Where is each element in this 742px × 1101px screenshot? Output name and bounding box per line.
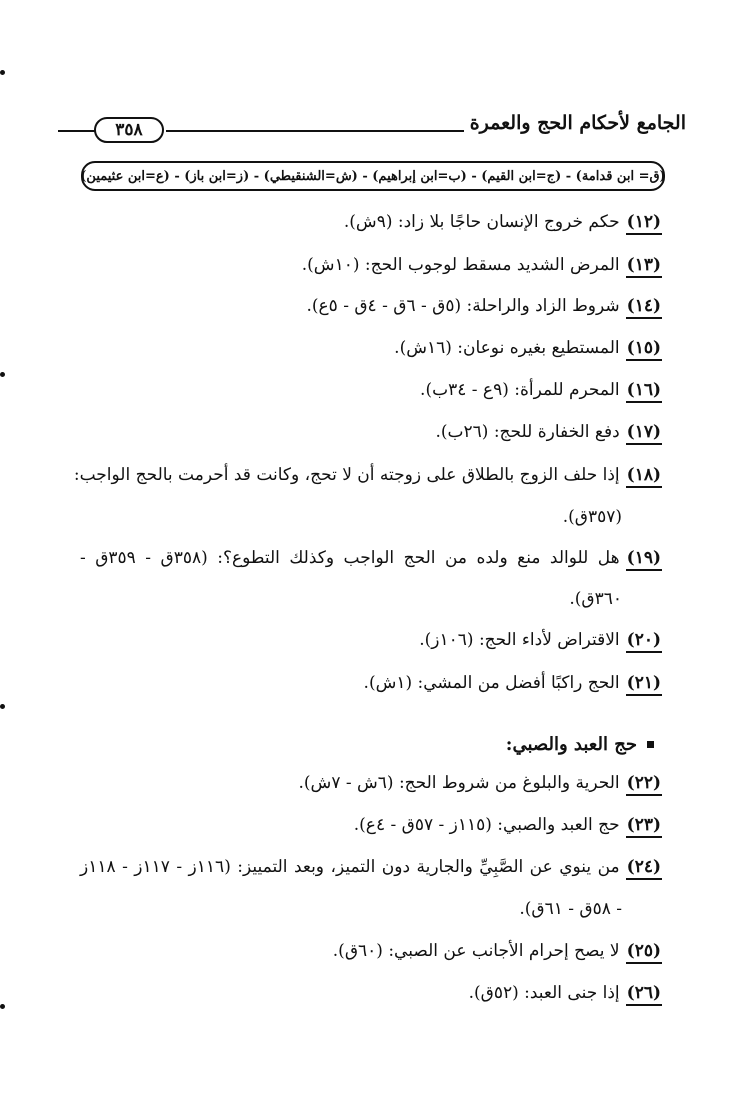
list-item [299, 771, 662, 796]
list-item [394, 336, 662, 361]
list-item [306, 294, 662, 319]
list-item [333, 939, 662, 964]
item-number: (٢٠) [626, 630, 662, 653]
item-number: (١٧) [626, 422, 662, 445]
margin-dot [0, 1004, 5, 1009]
item-text: المرض الشديد مسقط لوجوب الحج: (١٠ش). [301, 255, 620, 275]
square-bullet-icon [647, 741, 654, 748]
item-text: الحرية والبلوغ من شروط الحج: (٦ش - ٧ش). [298, 773, 620, 793]
list-item [80, 546, 662, 571]
item-text: شروط الزاد والراحلة: (٥ق - ٦ق - ٤ق - ٥ع). [306, 296, 620, 316]
item-number: (١٤) [626, 296, 662, 319]
item-text: الحج راكبًا أفضل من المشي: (١ش). [363, 673, 620, 693]
item-text: لا يصح إحرام الأجانب عن الصبي: (٦٠ق). [332, 941, 620, 961]
margin-dot [0, 372, 5, 377]
item-number: (٢٣) [626, 815, 662, 838]
item-text: دفع الخفارة للحج: (٢٦ب). [435, 422, 620, 442]
list-item [344, 210, 662, 235]
list-item [435, 420, 662, 445]
item-text: إذا حلف الزوج بالطلاق على زوجته أن لا تحج، وكانت قد أحرمت بالحج الواجب: [73, 465, 620, 485]
item-number: (١٣) [626, 255, 662, 278]
page-number-badge [94, 117, 164, 143]
header-rule-tail [58, 130, 96, 132]
item-continuation: - ٥٨ق - ٦١ق). [519, 899, 622, 919]
item-number: (٢١) [626, 673, 662, 696]
margin-dot [0, 704, 5, 709]
item-text: المستطيع بغيره نوعان: (١٦ش). [394, 338, 620, 358]
book-title: الجامع لأحكام الحج والعمرة [464, 112, 686, 134]
list-item [364, 671, 662, 696]
item-number: (١٨) [626, 465, 662, 488]
item-text: حكم خروج الإنسان حاجًا بلا زاد: (٩ش). [343, 212, 620, 232]
item-number: (١٩) [626, 548, 662, 571]
item-number: (١٦) [626, 380, 662, 403]
item-continuation: (٣٥٧ق). [562, 507, 622, 527]
margin-dot [0, 70, 5, 75]
item-number: (١٢) [626, 212, 662, 235]
list-item [80, 855, 662, 880]
list-item [302, 253, 662, 278]
item-continuation: ٣٦٠ق). [569, 589, 622, 609]
list-item [420, 378, 662, 403]
item-text: من ينوي عن الصَّبِيِّ والجارية دون التميز، وبعد التمييز: (١١٦ز - ١١٧ز - ١١٨ز [80, 857, 620, 877]
item-text: المحرم للمرأة: (٩ع - ٣٤ب). [420, 380, 620, 400]
item-text: حج العبد والصبي: (١١٥ز - ٥٧ق - ٤ع). [353, 815, 620, 835]
section-heading [506, 734, 654, 755]
list-item [419, 628, 662, 653]
list-item [469, 981, 662, 1006]
item-text: هل للوالد منع ولده من الحج الواجب وكذلك التطوع؟: (٣٥٨ق - ٣٥٩ق - [80, 548, 620, 568]
list-item [354, 813, 662, 838]
header-rule [166, 130, 474, 132]
item-number: (٢٤) [626, 857, 662, 880]
item-text: الاقتراض لأداء الحج: (١٠٦ز). [419, 630, 620, 650]
item-text: إذا جنى العبد: (٥٢ق). [468, 983, 620, 1003]
item-number: (٢٢) [626, 773, 662, 796]
item-number: (١٥) [626, 338, 662, 361]
page-number: ٣٥٨ [115, 120, 143, 140]
item-number: (٢٦) [626, 983, 662, 1006]
item-number: (٢٥) [626, 941, 662, 964]
section-title: حج العبد والصبي: [505, 734, 637, 755]
list-item [73, 463, 662, 488]
page-header [58, 108, 686, 148]
abbreviation-key: (ق= ابن قدامة) - (ج=ابن القيم) - (ب=ابن إبراهيم) - (ش=الشنقيطي) - (ز=ابن باز) - (ع=ابن عثيمين) [81, 161, 665, 191]
